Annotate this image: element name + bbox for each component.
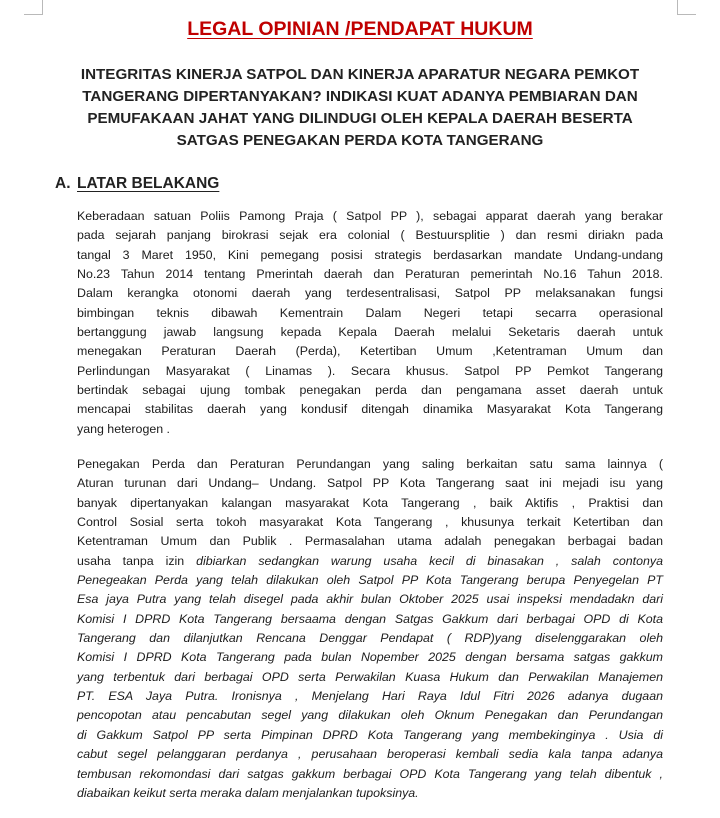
paragraph-line: cabut segel pelanggaran perdanya , perusahaan beroperasi kembali sedia kala tanpa adanya [77, 747, 663, 762]
paragraph-line: bimbingan teknis dibawah Kementrain Dalam Negeri tetapi secarra operasional [77, 305, 663, 320]
paragraph-line: PT. ESA Jaya Putra. Ironisnya , Menjelang Hari Raya Idul Fitri 2026 adanya dugaan [77, 689, 663, 704]
page-corner-mark-right [677, 0, 696, 15]
paragraph-line: Esa jaya Putra yang telah disegel pada akhir bulan Oktober 2025 usai inspeksi mendadakn dari [77, 592, 663, 607]
paragraph-line: tembusan rekomondasi dari satgas gakkum berbagai OPD Kota Tangerang yang telah dibentuk , [77, 766, 663, 781]
document-subtitle [60, 64, 660, 152]
subtitle-line: PEMUFAKAAN JAHAT YANG DILINDUGI OLEH KEPALA DAERAH BESERTA [87, 110, 633, 127]
paragraph-line: di Gakkum Satpol PP serta Pimpinan DPRD Kota Tangerang yang membekinginya . Usia di [77, 727, 663, 742]
paragraph-line: bertindak sebagai ujung tombak penegakan perda dan pengamana asset daerah untuk [77, 383, 663, 398]
paragraph-line: Control Sosial serta tokoh masyarakat Kota Tangerang , khusunya terkait Ketertiban dan [77, 515, 663, 530]
paragraph-line: Penegakan Perda dan Peraturan Perundangan yang saling berkaitan satu sama lainnya ( [77, 457, 663, 471]
document-title: LEGAL OPINIAN /PENDAPAT HUKUM [187, 18, 533, 40]
paragraph-line-mixed [77, 552, 663, 571]
paragraph-line: mencapai stabilitas daerah yang kondusif ditengah dinamika Masyarakat Kota Tangerang [77, 402, 663, 417]
paragraph-2 [77, 455, 663, 803]
page-corner-mark-left [24, 0, 43, 15]
paragraph-line: yang heterogen . [77, 421, 171, 436]
subtitle-line: INTEGRITAS KINERJA SATPOL DAN KINERJA APARATUR NEGARA PEMKOT [80, 66, 640, 83]
paragraph-line: pada sejarah panjang birokrasi sejak era colonial ( Bestuursplitie ) dan resmi diriakn pada [77, 228, 663, 243]
paragraph-line: diabaikan keikut serta meraka dalam menjalankan tupoksinya. [77, 785, 419, 800]
paragraph-1 [77, 207, 663, 439]
paragraph-line: menegakan Peraturan Daerah (Perda), Ketertiban Umum ,Ketentraman Umum dan [77, 344, 663, 359]
paragraph-line: tangal 3 Maret 1950, Kini pemegang posisi strategis berdasarkan mandate Undang-undang [77, 247, 663, 262]
paragraph-line: No.23 Tahun 2014 tentang Pmerintah daerah dan Peraturan pemerintah No.16 Tahun 2018. [77, 267, 663, 282]
paragraph-line: Perlindungan Masyarakat ( Linamas ). Secara khusus. Satpol PP Pemkot Tangerang [77, 363, 663, 378]
section-heading [55, 175, 219, 193]
paragraph-line: Tangerang dan dilanjutkan Rencana Denggar Pendapat ( RDP)yang diselenggarakan oleh [77, 631, 663, 646]
paragraph-line: yang terbentuk dari berbagai OPD serta Perwakilan Kuasa Hukum dan Perwakilan Manajemen [77, 669, 663, 684]
paragraph-fragment: usaha tanpa izin [77, 553, 185, 568]
paragraph-line: Keberadaan satuan Poliis Pamong Praja ( Satpol PP ), sebagai apparat daerah yang berakar [77, 209, 663, 223]
paragraph-line: bertanggung jawab langsung kepada Kepala Daerah melalui Seketaris daerah untuk [77, 325, 663, 340]
paragraph-line: Komisi I DPRD Kota Tangerang pada bulan Nopember 2025 dengan bersama satgas gakkum [77, 650, 663, 665]
subtitle-line: SATGAS PENEGAKAN PERDA KOTA TANGERANG [176, 132, 544, 149]
paragraph-line: pencopotan atau pencabutan segel yang dilakukan oleh Oknum Penegakan dan Perundangan [77, 708, 663, 723]
section-number: A. [55, 175, 71, 192]
paragraph-line: Penegeakan Perda yang telah dilakukan oleh Satpol PP Kota Tangerang berupa Penyegelan PT [77, 573, 663, 588]
paragraph-line: Aturan turunan dari Undang– Undang. Satpol PP Kota Tangerang saat ini mejadi isu yang [77, 476, 663, 491]
section-label: LATAR BELAKANG [77, 175, 220, 192]
paragraph-line: Dalam kerangka otonomi daerah yang terdesentralisasi, Satpol PP melaksanakan fungsi [77, 286, 663, 301]
paragraph-line: banyak dipertanyakan kalangan masyarakat Kota Tangerang , baik Aktifis , Praktisi dan [77, 495, 663, 510]
paragraph-line: Komisi I DPRD Kota Tangerang bersaama dengan Satgas Gakkum dari berbagai OPD di Kota [77, 611, 663, 626]
paragraph-line: Ketentraman Umum dan Publik . Permasalahan utama adalah penegakan berbagai badan [77, 534, 663, 549]
paragraph-fragment-italic: dibiarkan sedangkan warung usaha kecil di binasakan , salah contonya [196, 553, 663, 568]
subtitle-line: TANGERANG DIPERTANYAKAN? INDIKASI KUAT ADANYA PEMBIARAN DAN [82, 88, 638, 105]
